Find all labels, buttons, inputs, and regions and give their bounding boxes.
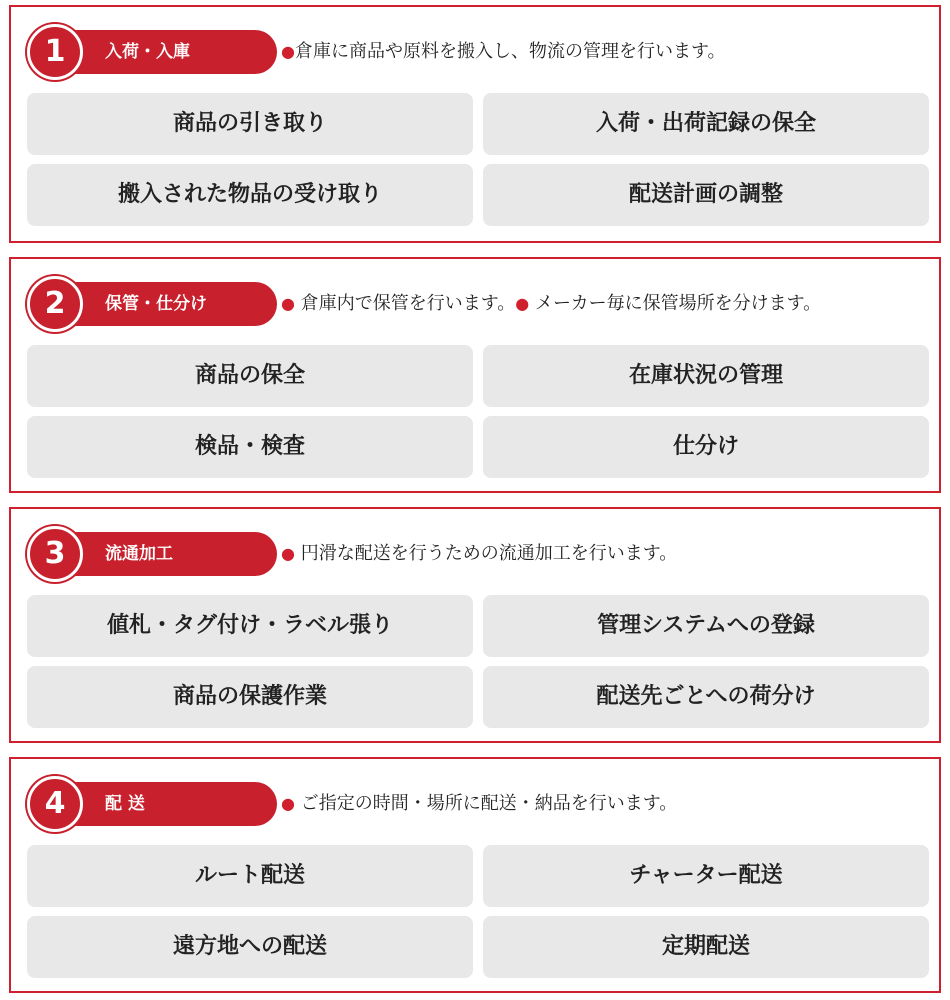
section-receiving (9, 5, 941, 243)
bullet-icon: ● (281, 42, 295, 61)
description-text: ご指定の時間・場所に配送・納品を行います。 (300, 793, 678, 814)
item-card: 管理システムへの登録 (483, 595, 929, 657)
bullet-icon: ● (281, 544, 295, 563)
section-badge (27, 279, 259, 329)
item-card: 商品の保護作業 (27, 666, 473, 728)
description-text: 倉庫内で保管を行います。 (300, 293, 516, 314)
section-description (281, 779, 677, 829)
section-title: 入荷・入庫 (105, 42, 190, 62)
item-card: 配送先ごとへの荷分け (483, 666, 929, 728)
section-number: 1 (27, 24, 83, 80)
item-card: 在庫状況の管理 (483, 345, 929, 407)
description-text: 円滑な配送を行うための流通加工を行います。 (300, 543, 678, 564)
section-title: 配 送 (105, 794, 145, 814)
item-card: 入荷・出荷記録の保全 (483, 93, 929, 155)
section-number: 2 (27, 276, 83, 332)
section-number: 4 (27, 776, 83, 832)
item-card: 検品・検査 (27, 416, 473, 478)
item-card: 配送計画の調整 (483, 164, 929, 226)
section-storage (9, 257, 941, 493)
section-description (281, 27, 726, 77)
item-card: 値札・タグ付け・ラベル張り (27, 595, 473, 657)
section-title: 流通加工 (105, 544, 173, 564)
bullet-icon: ● (281, 294, 295, 313)
item-card: 仕分け (483, 416, 929, 478)
bullet-icon: ● (281, 794, 295, 813)
item-card: 定期配送 (483, 916, 929, 978)
section-badge (27, 27, 259, 77)
bullet-icon: ● (515, 294, 530, 313)
description-text: 倉庫に商品や原料を搬入し、物流の管理を行います。 (294, 41, 726, 62)
item-card: ルート配送 (27, 845, 473, 907)
section-badge (27, 779, 259, 829)
section-description (281, 529, 677, 579)
item-card: 商品の保全 (27, 345, 473, 407)
item-card: 商品の引き取り (27, 93, 473, 155)
section-delivery (9, 757, 941, 993)
description-text: メーカー毎に保管場所を分けます。 (534, 293, 822, 314)
section-number: 3 (27, 526, 83, 582)
section-title: 保管・仕分け (105, 294, 207, 314)
item-card: チャーター配送 (483, 845, 929, 907)
section-badge (27, 529, 259, 579)
item-card: 搬入された物品の受け取り (27, 164, 473, 226)
section-processing (9, 507, 941, 743)
section-description (281, 279, 821, 329)
item-card: 遠方地への配送 (27, 916, 473, 978)
